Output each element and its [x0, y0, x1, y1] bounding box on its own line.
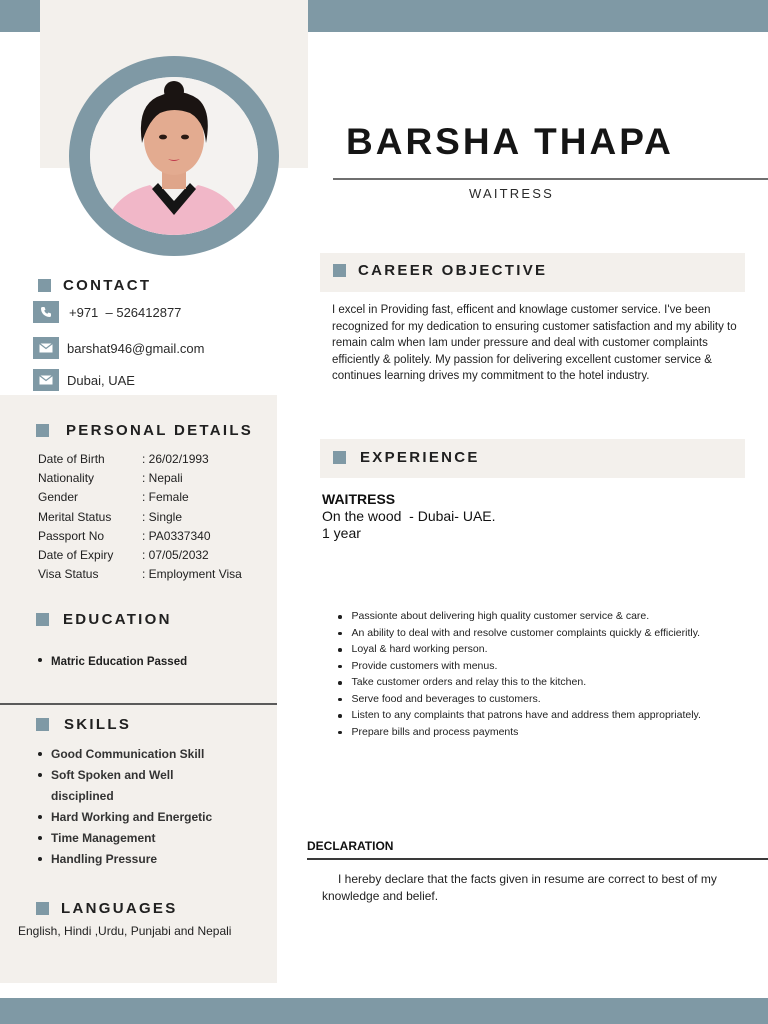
list-item [338, 608, 738, 625]
education-heading [36, 611, 172, 628]
bullet-icon [38, 752, 42, 756]
person-portrait-icon [90, 77, 258, 235]
personal-details-heading-label: PERSONAL DETAILS [66, 422, 254, 439]
duty-text: Serve food and beverages to customers. [351, 692, 541, 705]
detail-row-passport [38, 529, 211, 543]
list-item [38, 765, 268, 807]
candidate-title: WAITRESS [469, 186, 555, 201]
phone-number: +971 – 526412877 [69, 304, 182, 320]
list-item [38, 807, 268, 828]
detail-value: : Single [142, 510, 183, 524]
list-item [338, 625, 738, 642]
detail-label: Merital Status [38, 510, 112, 524]
duty-text: Listen to any complaints that patrons have and address them appropriately. [351, 709, 701, 721]
skill-text: Good Communication Skill [51, 747, 205, 761]
languages-heading [36, 900, 178, 917]
list-item [38, 828, 268, 849]
list-item [338, 641, 738, 658]
duty-text: An ability to deal with and resolve customer complaints quickly & efficieritly. [351, 626, 701, 639]
skill-text: Handling Pressure [51, 852, 158, 866]
bullet-icon [338, 615, 342, 619]
career-objective-text: I excel in Providing fast, efficent and knowlage customer service. I've been recognized for my dedication to ensuring customer satisfaction and my ability to remain calm when Iam under pressure and deal with customer complaints efficiently & politely. My passion for delivering excellent customer service & continues learning drives my commitment to the hotel industry. [332, 304, 737, 382]
heading-marker [38, 279, 51, 292]
experience-heading-label: EXPERIENCE [360, 449, 480, 466]
personal-details-heading [36, 422, 253, 439]
bullet-icon [38, 815, 42, 819]
experience-employer: On the wood - Dubai- UAE. [322, 508, 496, 524]
heading-marker [36, 613, 49, 626]
bullet-icon [38, 857, 42, 861]
heading-marker [36, 424, 49, 437]
detail-row-visa [38, 567, 242, 581]
career-objective-heading [333, 262, 547, 279]
email-address: barshat946@gmail.com [67, 340, 205, 356]
bullet-icon [38, 658, 42, 662]
name-divider [333, 178, 768, 180]
detail-value: : 07/05/2032 [142, 548, 209, 562]
experience-duties-list [338, 608, 738, 740]
email-icon [33, 369, 59, 391]
bullet-icon [338, 698, 342, 702]
detail-label: Date of Birth [38, 452, 105, 466]
bullet-icon [338, 714, 342, 718]
contact-heading [38, 277, 151, 294]
detail-label: Passport No [38, 529, 105, 543]
detail-row-marital-status [38, 510, 182, 524]
experience-duration: 1 year [322, 525, 361, 541]
contact-email[interactable] [33, 337, 204, 359]
heading-marker [333, 264, 346, 277]
skill-text: Soft Spoken and Well disciplined [51, 768, 174, 803]
list-item [38, 849, 268, 870]
bullet-icon [338, 731, 342, 735]
experience-role: WAITRESS [322, 491, 396, 507]
list-item [38, 744, 268, 765]
languages-heading-label: LANGUAGES [61, 900, 178, 917]
languages-text: English, Hindi ,Urdu, Punjabi and Nepali [18, 924, 232, 938]
list-item [338, 724, 738, 741]
detail-label: Date of Expiry [38, 548, 114, 562]
duty-text: Passionte about delivering high quality customer service & care. [351, 610, 650, 622]
detail-row-nationality [38, 471, 183, 485]
detail-row-gender [38, 490, 189, 504]
detail-value: : Nepali [142, 471, 183, 485]
heading-marker [36, 718, 49, 731]
bullet-icon [338, 632, 342, 636]
skills-heading-label: SKILLS [64, 716, 132, 733]
email-icon [33, 337, 59, 359]
sidebar-divider [0, 703, 277, 705]
detail-label: Gender [38, 490, 79, 504]
bottom-accent-bar [0, 998, 768, 1024]
duty-text: Prepare bills and process payments [351, 725, 519, 738]
detail-value: : PA0337340 [142, 529, 211, 543]
detail-row-dob [38, 452, 209, 466]
education-item-text: Matric Education Passed [51, 656, 188, 668]
skills-list [38, 744, 268, 870]
career-objective-heading-label: CAREER OBJECTIVE [358, 262, 548, 279]
bullet-icon [38, 836, 42, 840]
detail-value: : 26/02/1993 [142, 452, 209, 466]
location-text: Dubai, UAE [67, 372, 135, 388]
contact-location [33, 369, 135, 391]
list-item [338, 674, 738, 691]
experience-heading [333, 449, 480, 466]
duty-text: Provide customers with menus. [351, 659, 498, 672]
education-item [38, 656, 187, 668]
bullet-icon [338, 681, 342, 685]
bullet-icon [338, 665, 342, 669]
contact-phone[interactable] [33, 301, 181, 323]
education-heading-label: EDUCATION [63, 611, 172, 628]
detail-value: : Employment Visa [142, 567, 242, 581]
skills-heading [36, 716, 131, 733]
declaration-divider [307, 858, 768, 860]
contact-heading-label: CONTACT [63, 277, 152, 294]
candidate-name: BARSHA THAPA [346, 121, 674, 162]
bullet-icon [38, 773, 42, 777]
profile-photo [90, 77, 258, 235]
detail-label: Visa Status [38, 567, 99, 581]
duty-text: Loyal & hard working person. [351, 643, 488, 655]
detail-label: Nationality [38, 471, 95, 485]
heading-marker [36, 902, 49, 915]
skill-text: Hard Working and Energetic [51, 810, 213, 824]
heading-marker [333, 451, 346, 464]
duty-text: Take customer orders and relay this to the kitchen. [351, 676, 587, 688]
detail-value: : Female [142, 490, 189, 504]
detail-row-expiry [38, 548, 209, 562]
declaration-heading: DECLARATION [307, 839, 394, 853]
bullet-icon [338, 648, 342, 652]
list-item [338, 691, 738, 708]
declaration-text: I hereby declare that the facts given in resume are correct to best of my knowledge and belief. [322, 872, 717, 903]
list-item [338, 658, 738, 675]
phone-icon [33, 301, 59, 323]
skill-text: Time Management [51, 831, 156, 845]
list-item [338, 707, 738, 724]
